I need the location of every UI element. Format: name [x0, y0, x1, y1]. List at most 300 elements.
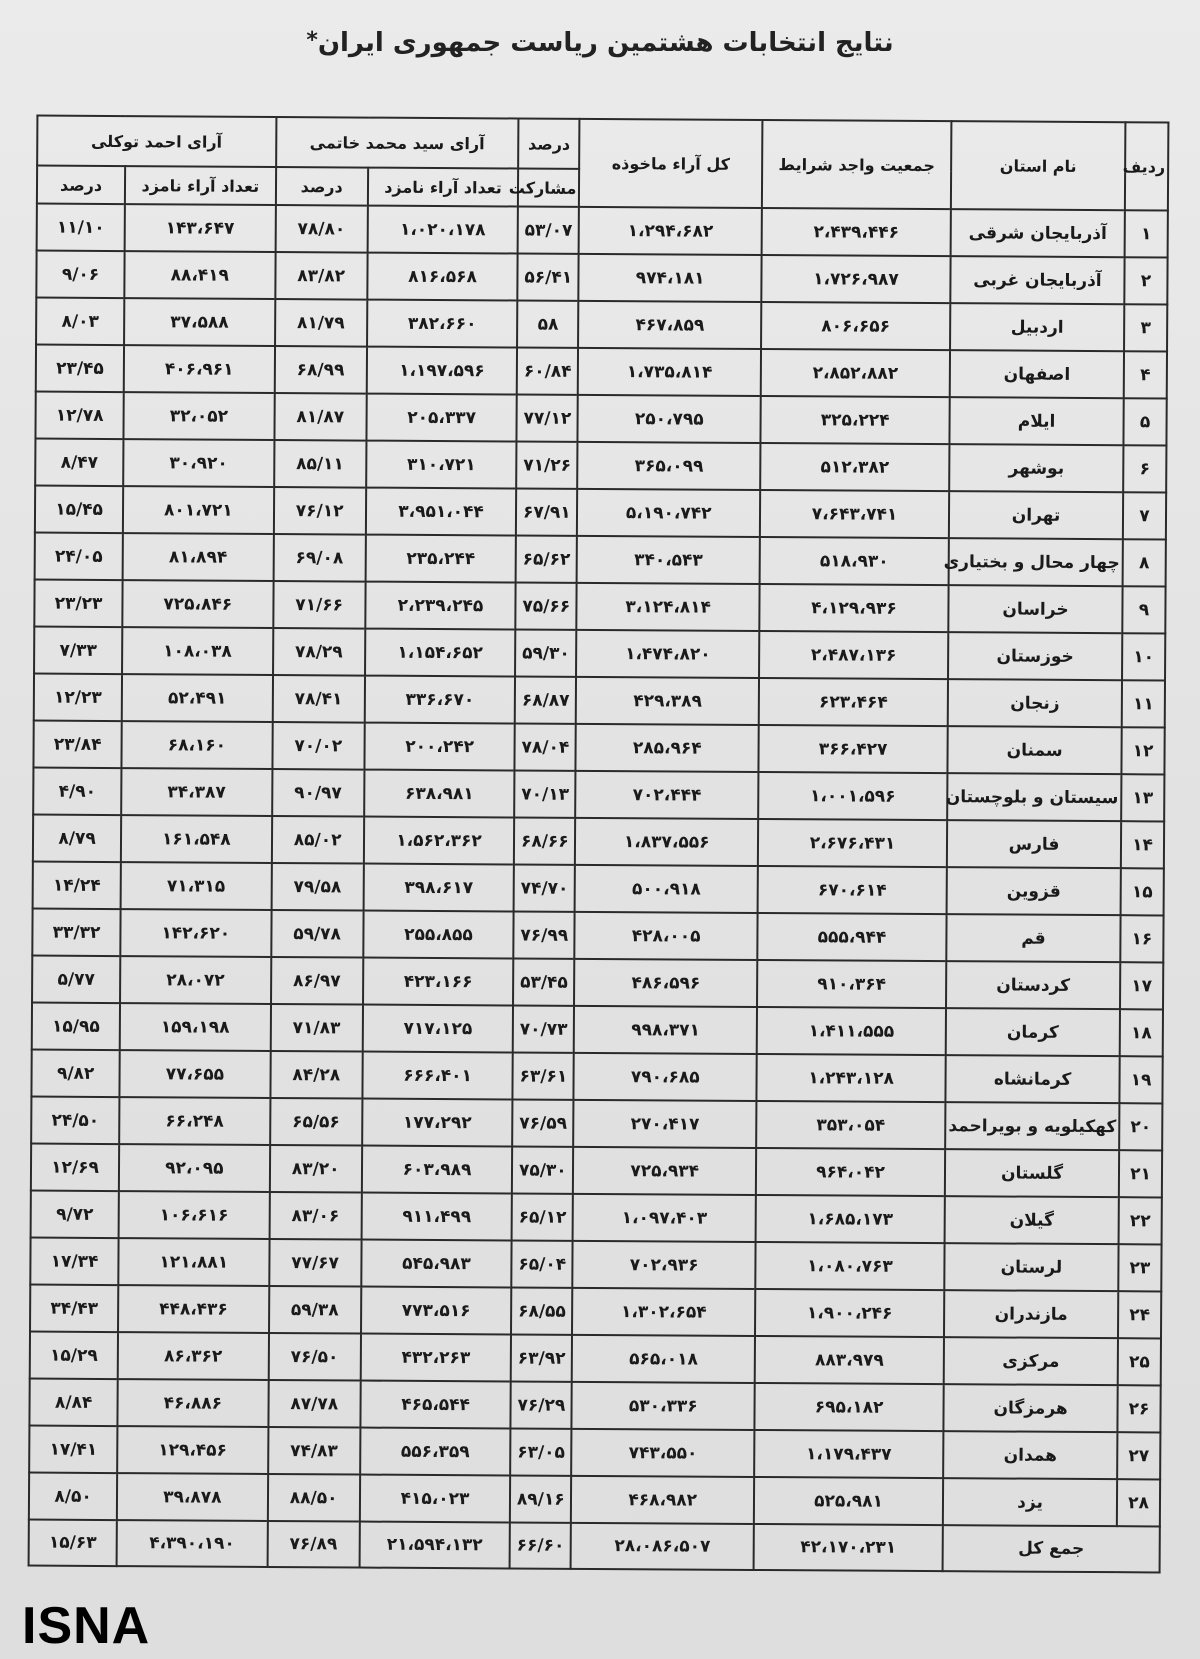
row-number: ۱۲ — [1121, 727, 1164, 774]
participation-percent: ۸۹/۱۶ — [510, 1475, 572, 1522]
province-name: ایلام — [949, 397, 1123, 445]
total-votes-cast: ۱،۸۳۷،۵۵۶ — [575, 818, 758, 866]
table-row — [31, 1144, 1162, 1198]
participation-percent: ۷۵/۶۶ — [516, 582, 578, 629]
row-number: ۴ — [1124, 351, 1167, 398]
table-row — [29, 1379, 1160, 1433]
eligible-population: ۷،۶۴۳،۷۴۱ — [760, 490, 949, 538]
province-name: کرمان — [946, 1008, 1120, 1056]
participation-percent: ۶۳/۶۱ — [513, 1052, 575, 1099]
total-tavakoli-votes: ۴،۳۹۰،۱۹۰ — [117, 1520, 268, 1567]
khatami-percent: ۸۵/۱۱ — [274, 440, 367, 488]
province-name: بوشهر — [949, 444, 1123, 492]
row-number: ۲۵ — [1118, 1338, 1161, 1385]
tavakoli-percent: ۲۳/۴۵ — [36, 345, 124, 393]
province-name: مرکزی — [944, 1337, 1118, 1385]
eligible-population: ۳۶۶،۴۲۷ — [758, 725, 947, 773]
title-asterisk: * — [306, 28, 318, 53]
eligible-population: ۱،۷۲۶،۹۸۷ — [761, 255, 950, 303]
eligible-population: ۶۷۰،۶۱۴ — [758, 866, 947, 914]
table-row — [33, 815, 1164, 869]
khatami-votes: ۷۷۳،۵۱۶ — [361, 1287, 512, 1335]
tavakoli-percent: ۱۲/۶۹ — [31, 1144, 119, 1192]
eligible-population: ۶۲۳،۴۶۴ — [759, 678, 948, 726]
khatami-percent: ۸۵/۰۲ — [271, 816, 364, 864]
participation-percent: ۵۹/۳۰ — [515, 629, 577, 676]
tavakoli-percent: ۱۵/۹۵ — [32, 1003, 120, 1051]
province-name: لرستان — [944, 1243, 1118, 1291]
header-khatami-votes: تعداد آراء نامزد — [368, 168, 519, 207]
khatami-votes: ۶۳۸،۹۸۱ — [364, 770, 515, 818]
eligible-population: ۴،۱۲۹،۹۳۶ — [759, 584, 948, 632]
eligible-population: ۶۹۵،۱۸۲ — [754, 1383, 943, 1431]
tavakoli-votes: ۳۲،۰۵۲ — [124, 392, 275, 440]
tavakoli-percent: ۸/۰۳ — [36, 298, 124, 346]
participation-percent: ۷۵/۳۰ — [512, 1146, 574, 1193]
row-number: ۲۸ — [1117, 1479, 1160, 1526]
eligible-population: ۹۶۴،۰۴۲ — [756, 1148, 945, 1196]
tavakoli-votes: ۷۱،۳۱۵ — [121, 862, 272, 910]
khatami-percent: ۵۹/۳۸ — [269, 1286, 362, 1334]
row-number: ۸ — [1123, 539, 1166, 586]
total-votes-cast: ۱،۳۰۲،۶۵۴ — [572, 1288, 755, 1336]
khatami-votes: ۱،۱۹۷،۵۹۶ — [367, 347, 518, 395]
participation-percent: ۵۸ — [517, 300, 579, 347]
total-votes-cast: ۳۴۰،۵۴۳ — [577, 536, 760, 584]
participation-percent: ۷۶/۲۹ — [511, 1381, 573, 1428]
khatami-votes: ۲۰۰،۲۴۲ — [364, 723, 515, 771]
table-row — [35, 533, 1166, 587]
province-name: کرمانشاه — [945, 1055, 1119, 1103]
province-name: اردبیل — [950, 303, 1124, 351]
khatami-votes: ۴۶۵،۵۴۴ — [360, 1381, 511, 1429]
tavakoli-votes: ۶۶،۲۴۸ — [119, 1097, 270, 1145]
table-row — [31, 1097, 1162, 1151]
table-row — [35, 392, 1166, 446]
participation-percent: ۶۳/۹۲ — [511, 1334, 573, 1381]
khatami-percent: ۸۱/۸۷ — [274, 393, 367, 441]
tavakoli-percent: ۲۳/۸۴ — [33, 721, 121, 769]
khatami-percent: ۷۸/۴۱ — [272, 675, 365, 723]
title-text: نتایج انتخابات هشتمین ریاست جمهوری ایران — [317, 28, 894, 58]
total-votes-cast: ۳،۱۲۴،۸۱۴ — [577, 583, 760, 631]
participation-percent: ۶۸/۸۷ — [515, 676, 577, 723]
khatami-votes: ۲۰۵،۳۳۷ — [366, 394, 517, 442]
tavakoli-votes: ۱۵۹،۱۹۸ — [120, 1003, 271, 1051]
tavakoli-votes: ۱۰۸،۰۳۸ — [122, 627, 273, 675]
eligible-population: ۸۸۳،۹۷۹ — [755, 1336, 944, 1384]
tavakoli-votes: ۹۲،۰۹۵ — [119, 1144, 270, 1192]
khatami-votes: ۳۸۲،۶۶۰ — [367, 300, 518, 348]
eligible-population: ۵۱۲،۳۸۲ — [760, 443, 949, 491]
province-name: مازندران — [944, 1290, 1118, 1338]
participation-percent: ۷۰/۷۳ — [513, 1005, 575, 1052]
isna-logo: ISNA — [22, 1597, 151, 1655]
khatami-percent: ۸۳/۰۶ — [269, 1192, 362, 1240]
khatami-percent: ۸۸/۵۰ — [267, 1474, 360, 1522]
row-number: ۲۶ — [1117, 1385, 1160, 1432]
row-number: ۱۷ — [1120, 962, 1163, 1009]
province-name: آذربایجان شرقی — [951, 209, 1125, 257]
eligible-population: ۱،۱۷۹،۴۳۷ — [754, 1430, 943, 1478]
total-votes-cast: ۱،۰۹۷،۴۰۳ — [573, 1194, 756, 1242]
total-votes-cast: ۲۸،۰۸۶،۵۰۷ — [571, 1523, 754, 1570]
header-participation-sub: مشارکت — [518, 168, 579, 206]
row-number: ۲۱ — [1119, 1150, 1162, 1197]
province-name: تهران — [949, 491, 1123, 539]
khatami-votes: ۴۳۲،۲۶۳ — [361, 1334, 512, 1382]
header-tavakoli-percent: درصد — [37, 166, 125, 205]
tavakoli-percent: ۲۳/۲۳ — [34, 580, 122, 628]
khatami-votes: ۲۵۵،۸۵۵ — [363, 911, 514, 959]
tavakoli-percent: ۱۷/۴۱ — [29, 1426, 117, 1474]
table-row — [33, 862, 1164, 916]
participation-percent: ۷۱/۲۶ — [516, 441, 578, 488]
khatami-votes: ۶۰۳،۹۸۹ — [362, 1146, 513, 1194]
total-votes-cast: ۴۲۸،۰۰۵ — [575, 912, 758, 960]
table-row — [31, 1191, 1162, 1245]
province-name: آذربایجان غربی — [950, 256, 1124, 304]
khatami-percent: ۸۶/۹۷ — [271, 957, 364, 1005]
khatami-votes: ۳۹۸،۶۱۷ — [363, 864, 514, 912]
row-number: ۱۸ — [1120, 1009, 1163, 1056]
total-votes-cast: ۵،۱۹۰،۷۴۲ — [577, 489, 760, 537]
participation-percent: ۶۵/۱۲ — [512, 1193, 574, 1240]
khatami-percent: ۶۹/۰۸ — [273, 534, 366, 582]
tavakoli-votes: ۸۸،۴۱۹ — [124, 251, 275, 299]
tavakoli-percent: ۱۲/۲۳ — [34, 674, 122, 722]
khatami-percent: ۷۶/۵۰ — [268, 1333, 361, 1381]
khatami-percent: ۷۰/۰۲ — [272, 722, 365, 770]
province-name: گیلان — [945, 1196, 1119, 1244]
tavakoli-percent: ۹/۷۲ — [31, 1191, 119, 1239]
total-row — [29, 1520, 1160, 1573]
eligible-population: ۱،۰۸۰،۷۶۳ — [755, 1242, 944, 1290]
tavakoli-percent: ۷/۳۳ — [34, 627, 122, 675]
table-row — [33, 768, 1164, 822]
tavakoli-votes: ۱۴۳،۶۴۷ — [125, 204, 276, 252]
table-row — [32, 1003, 1163, 1057]
row-number: ۵ — [1123, 398, 1166, 445]
row-number: ۳ — [1124, 304, 1167, 351]
row-number: ۱۵ — [1121, 868, 1164, 915]
header-tavakoli-votes: تعداد آراء نامزد — [125, 166, 276, 205]
eligible-population: ۳۵۳،۰۵۴ — [756, 1101, 945, 1149]
khatami-percent: ۸۷/۷۸ — [268, 1380, 361, 1428]
table-row — [31, 1050, 1162, 1104]
total-votes-cast: ۲۸۵،۹۶۴ — [576, 724, 759, 772]
total-votes-cast: ۱،۷۳۵،۸۱۴ — [578, 348, 761, 396]
participation-percent: ۶۵/۰۴ — [512, 1240, 574, 1287]
header-total-votes: کل آراء ماخوذه — [579, 119, 762, 208]
tavakoli-votes: ۱۲۹،۴۵۶ — [117, 1426, 268, 1474]
khatami-votes: ۱،۰۲۰،۱۷۸ — [367, 206, 518, 254]
khatami-percent: ۷۸/۸۰ — [275, 205, 368, 253]
tavakoli-votes: ۴۴۸،۴۳۶ — [118, 1285, 269, 1333]
tavakoli-percent: ۸/۸۴ — [29, 1379, 117, 1427]
tavakoli-votes: ۳۰،۹۲۰ — [123, 439, 274, 487]
khatami-votes: ۷۱۷،۱۲۵ — [363, 1005, 514, 1053]
province-name: چهار محال و بختیاری — [949, 538, 1123, 586]
table-row — [34, 674, 1165, 728]
table-row — [36, 298, 1167, 352]
table-row — [36, 251, 1167, 305]
khatami-votes: ۵۴۵،۹۸۳ — [361, 1240, 512, 1288]
khatami-votes: ۲،۲۳۹،۲۴۵ — [365, 582, 516, 630]
tavakoli-percent: ۲۴/۵۰ — [31, 1097, 119, 1145]
total-votes-cast: ۱،۲۹۴،۶۸۲ — [579, 207, 762, 255]
participation-percent: ۶۳/۰۵ — [510, 1428, 572, 1475]
table-row — [30, 1238, 1161, 1292]
participation-percent: ۶۸/۶۶ — [514, 817, 576, 864]
table-row — [29, 1426, 1160, 1480]
table-row — [35, 486, 1166, 540]
tavakoli-percent: ۱۱/۱۰ — [37, 204, 125, 252]
row-number: ۲۴ — [1118, 1291, 1161, 1338]
participation-percent: ۵۶/۴۱ — [518, 253, 580, 300]
total-tavakoli-percent: ۱۵/۶۳ — [29, 1520, 117, 1567]
total-votes-cast: ۴۲۹،۳۸۹ — [576, 677, 759, 725]
tavakoli-votes: ۷۷،۶۵۵ — [120, 1050, 271, 1098]
row-number: ۹ — [1122, 586, 1165, 633]
tavakoli-votes: ۳۴،۳۸۷ — [121, 768, 272, 816]
khatami-percent: ۷۴/۸۳ — [268, 1427, 361, 1475]
tavakoli-votes: ۳۷،۵۸۸ — [124, 298, 275, 346]
eligible-population: ۵۲۵،۹۸۱ — [754, 1477, 943, 1525]
header-khatami: آرای سید محمد خاتمی — [276, 117, 519, 168]
header-province: نام استان — [951, 121, 1126, 210]
total-khatami-percent: ۷۶/۸۹ — [267, 1521, 360, 1568]
total-votes-cast: ۲۷۰،۴۱۷ — [574, 1100, 757, 1148]
tavakoli-votes: ۷۲۵،۸۴۶ — [122, 580, 273, 628]
eligible-population: ۲،۸۵۲،۸۸۲ — [761, 349, 950, 397]
province-name: زنجان — [948, 679, 1122, 727]
khatami-votes: ۶۶۶،۴۰۱ — [362, 1052, 513, 1100]
tavakoli-percent: ۱۲/۷۸ — [35, 392, 123, 440]
total-votes-cast: ۷۲۵،۹۳۴ — [573, 1147, 756, 1195]
results-body — [29, 204, 1168, 1527]
table-row — [29, 1473, 1160, 1527]
total-votes-cast: ۹۷۴،۱۸۱ — [579, 254, 762, 302]
khatami-votes: ۸۱۶،۵۶۸ — [367, 253, 518, 301]
khatami-percent: ۶۸/۹۹ — [274, 346, 367, 394]
total-participation: ۶۶/۶۰ — [510, 1522, 571, 1568]
tavakoli-votes: ۶۸،۱۶۰ — [122, 721, 273, 769]
khatami-votes: ۳۱۰،۷۲۱ — [366, 441, 517, 489]
province-name: همدان — [943, 1431, 1117, 1479]
table-row — [30, 1332, 1161, 1386]
khatami-percent: ۵۹/۷۸ — [271, 910, 364, 958]
tavakoli-votes: ۵۲،۴۹۱ — [122, 674, 273, 722]
eligible-population: ۲،۴۳۹،۴۴۶ — [762, 208, 951, 256]
khatami-votes: ۳،۹۵۱،۰۴۴ — [366, 488, 517, 536]
khatami-percent: ۸۳/۸۲ — [275, 252, 368, 300]
header-khatami-percent: درصد — [275, 167, 368, 206]
participation-percent: ۶۰/۸۴ — [517, 347, 579, 394]
row-number: ۱۰ — [1122, 633, 1165, 680]
tavakoli-votes: ۴۰۶،۹۶۱ — [124, 345, 275, 393]
province-name: قزوین — [947, 867, 1121, 915]
total-khatami-votes: ۲۱،۵۹۴،۱۳۲ — [359, 1522, 510, 1569]
header-row-1 — [37, 116, 1168, 173]
eligible-population: ۸۰۶،۶۵۶ — [761, 302, 950, 350]
tavakoli-percent: ۱۷/۳۴ — [30, 1238, 118, 1286]
table-row — [30, 1285, 1161, 1339]
row-number: ۲۰ — [1119, 1103, 1162, 1150]
eligible-population: ۱،۶۸۵،۱۷۳ — [756, 1195, 945, 1243]
eligible-population: ۱،۰۰۱،۵۹۶ — [758, 772, 947, 820]
table-row — [37, 204, 1168, 258]
khatami-votes: ۱۷۷،۲۹۲ — [362, 1099, 513, 1147]
eligible-population: ۲،۴۸۷،۱۳۶ — [759, 631, 948, 679]
province-name: فارس — [947, 820, 1121, 868]
eligible-population: ۵۵۵،۹۴۴ — [757, 913, 946, 961]
participation-percent: ۵۳/۰۷ — [518, 206, 580, 253]
table-row — [34, 627, 1165, 681]
tavakoli-percent: ۹/۸۲ — [31, 1050, 119, 1098]
province-name: خوزستان — [948, 632, 1122, 680]
row-number: ۶ — [1123, 445, 1166, 492]
participation-percent: ۵۳/۴۵ — [513, 958, 575, 1005]
province-name: قم — [946, 914, 1120, 962]
row-number: ۱۶ — [1120, 915, 1163, 962]
eligible-population: ۵۱۸،۹۳۰ — [760, 537, 949, 585]
tavakoli-votes: ۸۶،۳۶۲ — [118, 1332, 269, 1380]
row-number: ۱۳ — [1121, 774, 1164, 821]
tavakoli-percent: ۳۳/۳۲ — [32, 909, 120, 957]
row-number: ۲ — [1124, 257, 1167, 304]
khatami-percent: ۷۶/۱۲ — [273, 487, 366, 535]
table-row — [36, 345, 1167, 399]
table-row — [34, 580, 1165, 634]
tavakoli-votes: ۲۸،۰۷۲ — [120, 956, 271, 1004]
participation-percent: ۶۷/۹۱ — [516, 488, 578, 535]
total-votes-cast: ۷۰۲،۴۴۴ — [576, 771, 759, 819]
total-label: جمع کل — [943, 1525, 1160, 1572]
province-name: کهکیلویه و بویراحمد — [945, 1102, 1119, 1150]
tavakoli-votes: ۸۰۱،۷۲۱ — [123, 486, 274, 534]
tavakoli-votes: ۱۶۱،۵۴۸ — [121, 815, 272, 863]
province-name: یزد — [943, 1478, 1117, 1526]
tavakoli-percent: ۳۴/۴۳ — [30, 1285, 118, 1333]
eligible-population: ۱،۴۱۱،۵۵۵ — [757, 1007, 946, 1055]
participation-percent: ۷۸/۰۴ — [515, 723, 577, 770]
row-number: ۱۹ — [1119, 1056, 1162, 1103]
khatami-votes: ۱،۱۵۴،۶۵۲ — [365, 629, 516, 677]
khatami-votes: ۴۱۵،۰۲۳ — [360, 1475, 511, 1523]
tavakoli-percent: ۴/۹۰ — [33, 768, 121, 816]
total-votes-cast: ۵۰۰،۹۱۸ — [575, 865, 758, 913]
tavakoli-percent: ۱۵/۲۹ — [30, 1332, 118, 1380]
tavakoli-votes: ۱۲۱،۸۸۱ — [118, 1238, 269, 1286]
participation-percent: ۷۷/۱۲ — [517, 394, 579, 441]
province-name: سیستان و بلوچستان — [947, 773, 1121, 821]
province-name: کردستان — [946, 961, 1120, 1009]
province-name: گلستان — [945, 1149, 1119, 1197]
tavakoli-votes: ۱۴۲،۶۲۰ — [120, 909, 271, 957]
total-eligible: ۴۲،۱۷۰،۲۳۱ — [754, 1524, 943, 1571]
total-votes-cast: ۴۶۸،۹۸۲ — [571, 1476, 754, 1524]
khatami-percent: ۹۰/۹۷ — [272, 769, 365, 817]
tavakoli-percent: ۲۴/۰۵ — [35, 533, 123, 581]
header-row-no: ردیف — [1125, 122, 1168, 210]
tavakoli-percent: ۸/۵۰ — [29, 1473, 117, 1521]
tavakoli-votes: ۴۶،۸۸۶ — [118, 1379, 269, 1427]
khatami-percent: ۸۴/۲۸ — [270, 1051, 363, 1099]
total-votes-cast: ۹۹۸،۳۷۱ — [574, 1006, 757, 1054]
total-votes-cast: ۴۶۷،۸۵۹ — [578, 301, 761, 349]
header-eligible: جمعیت واجد شرایط — [762, 120, 952, 209]
participation-percent: ۷۶/۹۹ — [514, 911, 576, 958]
participation-percent: ۷۴/۷۰ — [514, 864, 576, 911]
header-tavakoli: آرای احمد توکلی — [37, 116, 276, 167]
khatami-percent: ۷۷/۶۷ — [269, 1239, 362, 1287]
eligible-population: ۹۱۰،۳۶۴ — [757, 960, 946, 1008]
tavakoli-percent: ۱۵/۴۵ — [35, 486, 123, 534]
row-number: ۷ — [1123, 492, 1166, 539]
tavakoli-percent: ۸/۷۹ — [33, 815, 121, 863]
total-votes-cast: ۷۰۲،۹۳۶ — [573, 1241, 756, 1289]
total-votes-cast: ۴۸۶،۵۹۶ — [574, 959, 757, 1007]
khatami-votes: ۹۱۱،۴۹۹ — [361, 1193, 512, 1241]
participation-percent: ۷۶/۵۹ — [512, 1099, 574, 1146]
header-participation: درصد — [518, 118, 580, 168]
tavakoli-percent: ۱۴/۲۴ — [33, 862, 121, 910]
khatami-percent: ۸۳/۲۰ — [269, 1145, 362, 1193]
row-number: ۱ — [1125, 210, 1168, 257]
khatami-votes: ۳۳۶،۶۷۰ — [365, 676, 516, 724]
khatami-votes: ۴۲۳،۱۶۶ — [363, 958, 514, 1006]
participation-percent: ۷۰/۱۳ — [514, 770, 576, 817]
total-votes-cast: ۷۹۰،۶۸۵ — [574, 1053, 757, 1101]
table-row — [33, 721, 1164, 775]
participation-percent: ۶۵/۶۲ — [516, 535, 578, 582]
tavakoli-votes: ۱۰۶،۶۱۶ — [119, 1191, 270, 1239]
eligible-population: ۱،۲۴۳،۱۲۸ — [756, 1054, 945, 1102]
row-number: ۲۲ — [1119, 1197, 1162, 1244]
khatami-percent: ۷۱/۶۶ — [273, 581, 366, 629]
total-votes-cast: ۵۶۵،۰۱۸ — [572, 1335, 755, 1383]
total-votes-cast: ۳۶۵،۰۹۹ — [578, 442, 761, 490]
eligible-population: ۳۲۵،۲۲۴ — [760, 396, 949, 444]
khatami-percent: ۷۱/۸۳ — [270, 1004, 363, 1052]
khatami-votes: ۵۵۶،۳۵۹ — [360, 1428, 511, 1476]
tavakoli-percent: ۹/۰۶ — [36, 251, 124, 299]
row-number: ۲۷ — [1117, 1432, 1160, 1479]
total-votes-cast: ۱،۴۷۴،۸۲۰ — [576, 630, 759, 678]
total-votes-cast: ۲۵۰،۷۹۵ — [578, 395, 761, 443]
tavakoli-votes: ۳۹،۸۷۸ — [117, 1473, 268, 1521]
khatami-votes: ۱،۵۶۲،۳۶۲ — [364, 817, 515, 865]
province-name: خراسان — [948, 585, 1122, 633]
participation-percent: ۶۸/۵۵ — [511, 1287, 573, 1334]
total-votes-cast: ۷۴۳،۵۵۰ — [572, 1429, 755, 1477]
tavakoli-percent: ۵/۷۷ — [32, 956, 120, 1004]
province-name: هرمزگان — [943, 1384, 1117, 1432]
document-title — [0, 28, 1200, 58]
tavakoli-votes: ۸۱،۸۹۴ — [123, 533, 274, 581]
row-number: ۱۴ — [1121, 821, 1164, 868]
eligible-population: ۱،۹۰۰،۲۴۶ — [755, 1289, 944, 1337]
row-number: ۱۱ — [1122, 680, 1165, 727]
khatami-percent: ۷۹/۵۸ — [271, 863, 364, 911]
election-results-table — [28, 115, 1170, 1574]
khatami-percent: ۶۵/۵۶ — [270, 1098, 363, 1146]
khatami-percent: ۷۸/۲۹ — [273, 628, 366, 676]
table-row — [35, 439, 1166, 493]
row-number: ۲۳ — [1118, 1244, 1161, 1291]
eligible-population: ۲،۶۷۶،۴۳۱ — [758, 819, 947, 867]
